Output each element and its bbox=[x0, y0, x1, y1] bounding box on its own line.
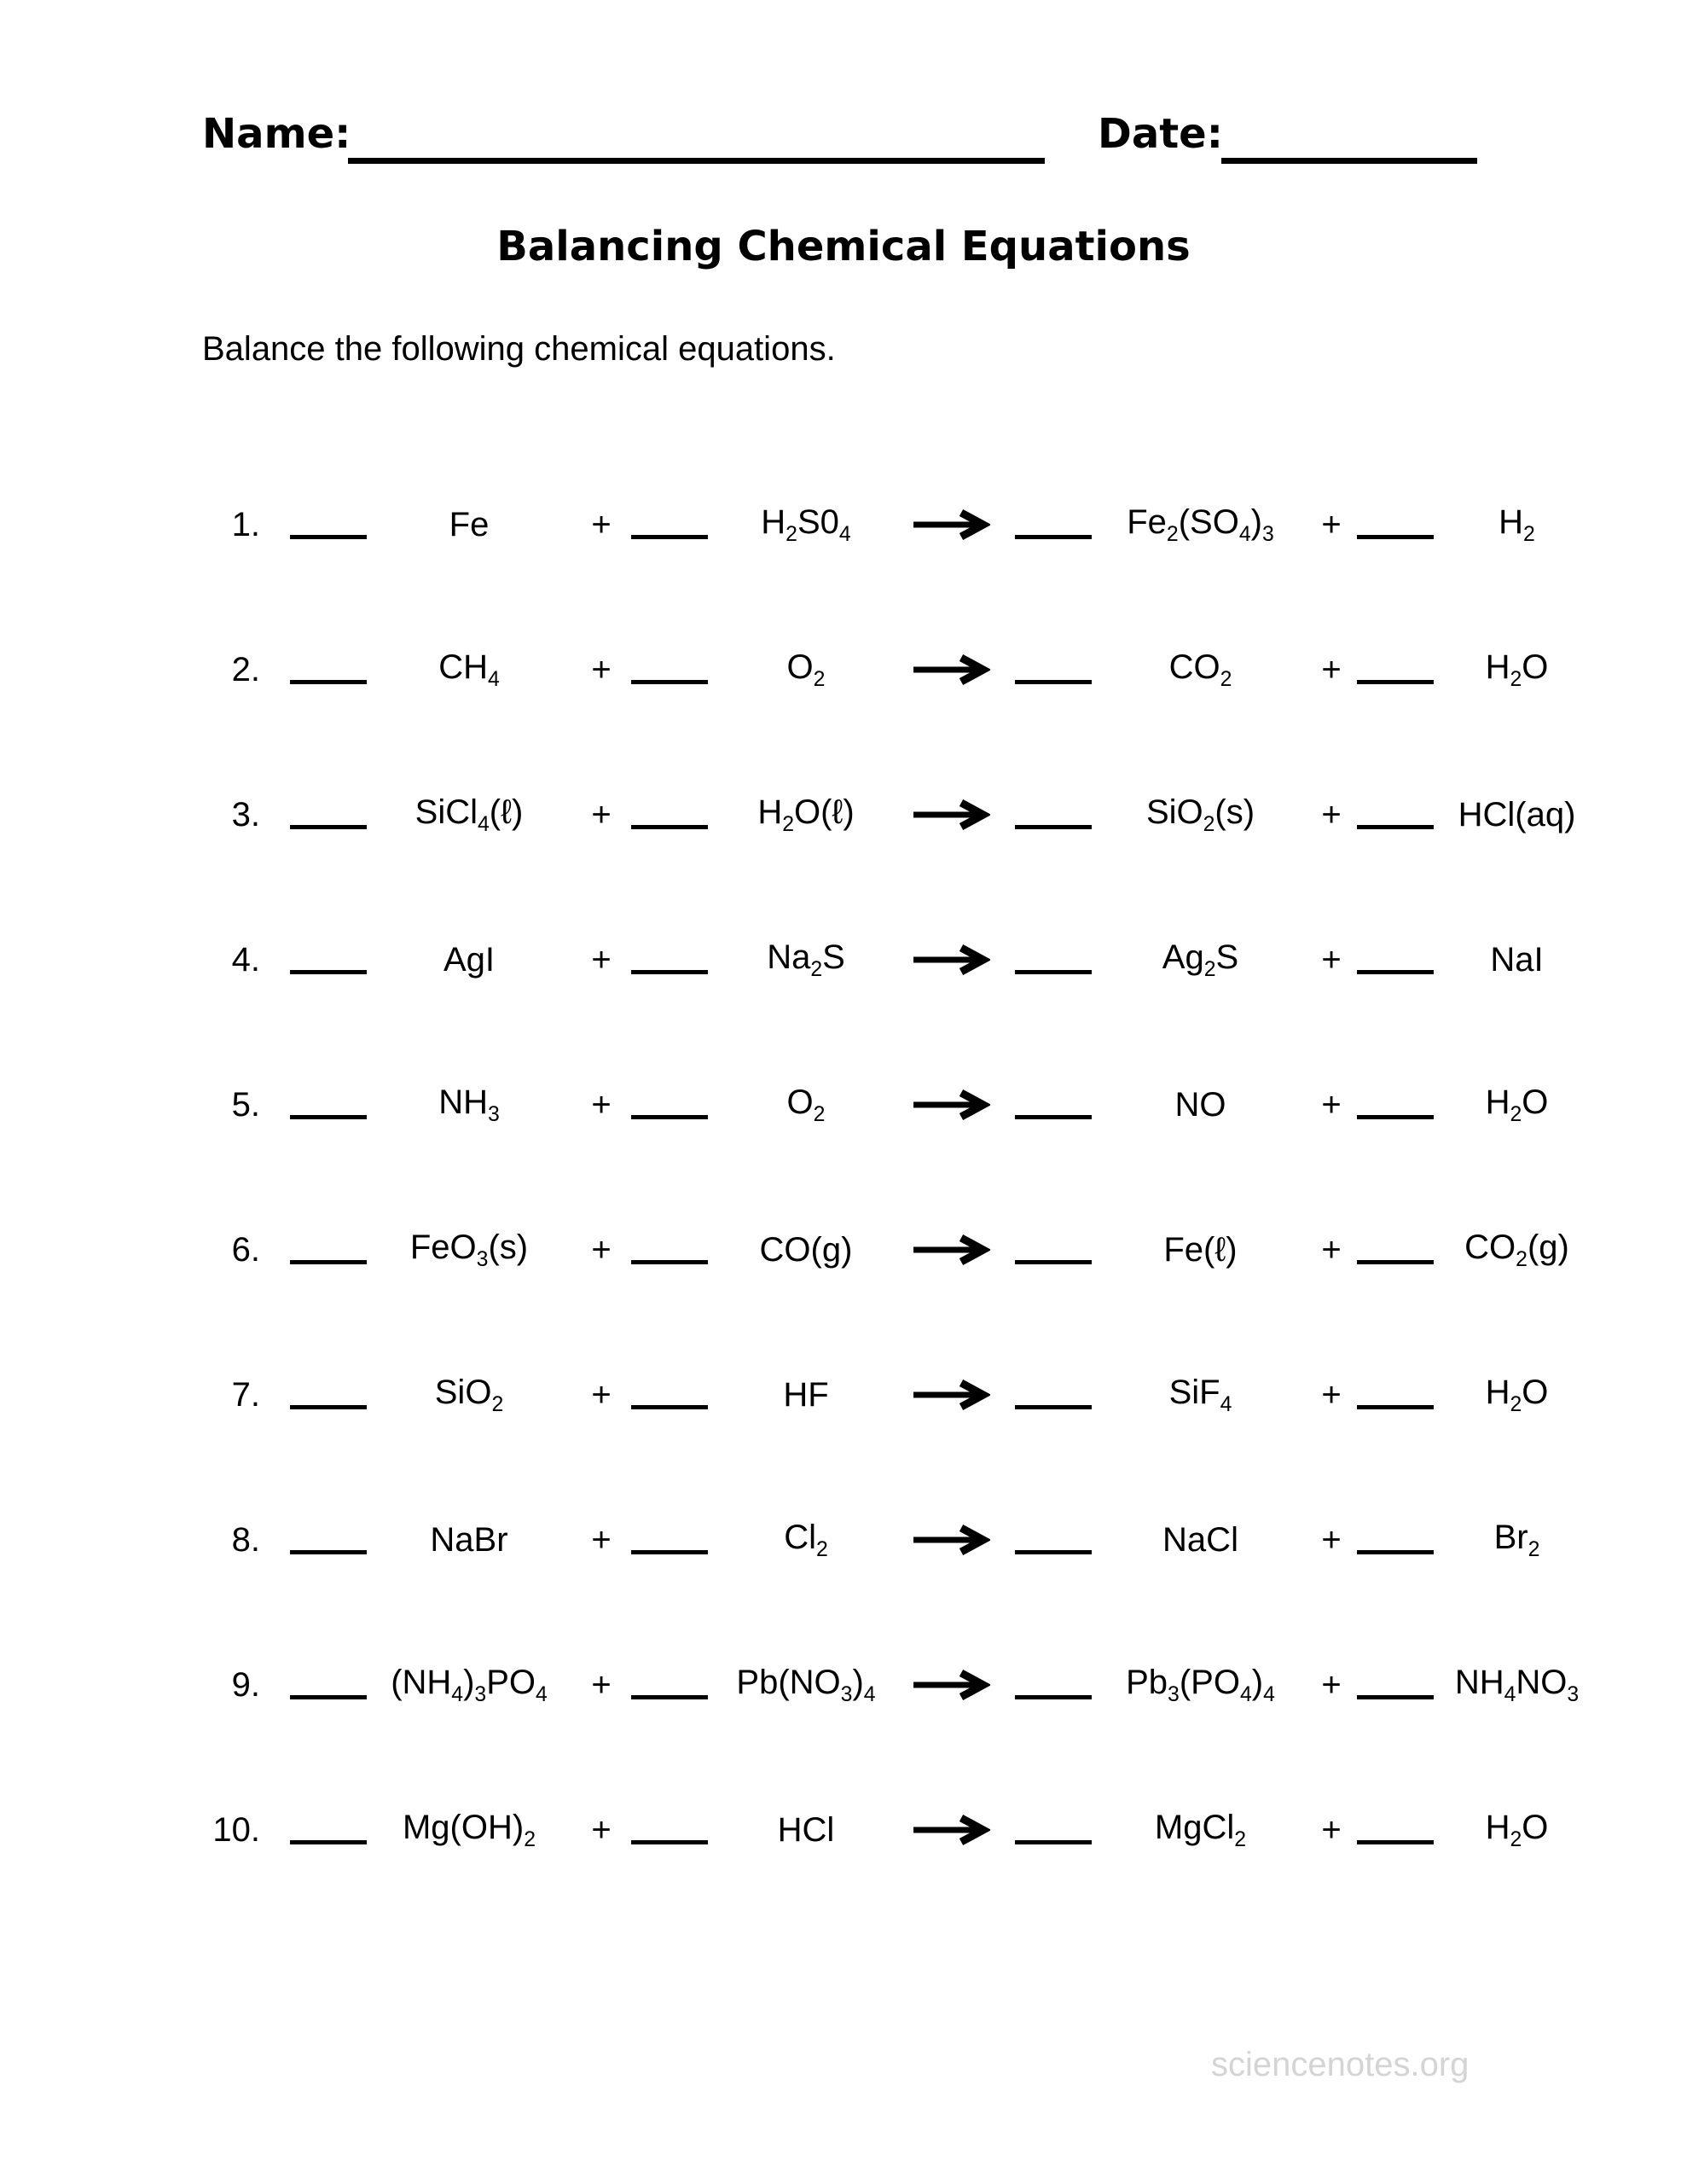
date-label: Date: bbox=[1098, 110, 1223, 158]
coefficient-blank[interactable] bbox=[631, 511, 708, 539]
reactant-formula: HCl bbox=[777, 1810, 835, 1849]
product-formula: $CO_2$ bbox=[1168, 648, 1232, 691]
plus-sign: + bbox=[591, 1810, 612, 1849]
date-input-line[interactable] bbox=[1221, 158, 1477, 164]
equation-number: 5. bbox=[231, 1085, 260, 1124]
coefficient-blank[interactable] bbox=[290, 511, 367, 539]
reactant-formula: FeO$_3$(s) bbox=[409, 1228, 529, 1271]
equation-row bbox=[0, 742, 1687, 887]
product-formula: $Br_2$ bbox=[1493, 1518, 1540, 1561]
reaction-arrow-icon bbox=[904, 1379, 998, 1411]
coefficient-blank[interactable] bbox=[290, 1526, 367, 1554]
footer-watermark: sciencenotes.org bbox=[1211, 2046, 1470, 2083]
coefficient-blank[interactable] bbox=[1357, 656, 1434, 684]
coefficient-blank[interactable] bbox=[1357, 801, 1434, 829]
equation-number: 10. bbox=[212, 1810, 260, 1849]
coefficient-blank[interactable] bbox=[1357, 946, 1434, 974]
plus-sign: + bbox=[591, 1665, 612, 1704]
reactant-formula: AgI bbox=[443, 940, 496, 979]
equation-number: 8. bbox=[231, 1520, 260, 1559]
reactant-formula: $O_2$ bbox=[786, 1083, 826, 1126]
reactant-formula: $Cl_2$ bbox=[784, 1518, 828, 1561]
coefficient-blank[interactable] bbox=[631, 801, 708, 829]
plus-sign: + bbox=[1321, 505, 1342, 543]
coefficient-blank[interactable] bbox=[631, 1816, 708, 1844]
coefficient-blank[interactable] bbox=[1015, 1236, 1092, 1264]
reactant-formula: CO(g) bbox=[759, 1230, 853, 1269]
coefficient-blank[interactable] bbox=[1357, 511, 1434, 539]
reactant-formula: HF bbox=[783, 1375, 829, 1414]
plus-sign: + bbox=[591, 1085, 612, 1124]
product-formula: $H_2O$ bbox=[1485, 1808, 1549, 1851]
equation-row bbox=[0, 1322, 1687, 1467]
coefficient-blank[interactable] bbox=[1357, 1526, 1434, 1554]
reactant-formula: $Pb(NO_3)_4$ bbox=[736, 1663, 876, 1706]
product-formula: MgCl$_2$ bbox=[1154, 1808, 1247, 1851]
plus-sign: + bbox=[591, 505, 612, 543]
product-formula: $H_2O$ bbox=[1485, 1373, 1549, 1416]
reaction-arrow-icon bbox=[904, 944, 998, 976]
coefficient-blank[interactable] bbox=[631, 1236, 708, 1264]
page-title: Balancing Chemical Equations bbox=[496, 223, 1191, 270]
equation-number: 3. bbox=[231, 795, 260, 834]
plus-sign: + bbox=[1321, 1375, 1342, 1414]
coefficient-blank[interactable] bbox=[1357, 1671, 1434, 1699]
reaction-arrow-icon bbox=[904, 1524, 998, 1556]
coefficient-blank[interactable] bbox=[1015, 801, 1092, 829]
coefficient-blank[interactable] bbox=[631, 1526, 708, 1554]
plus-sign: + bbox=[591, 1520, 612, 1559]
coefficient-blank[interactable] bbox=[290, 1236, 367, 1264]
product-formula: SiF$_4$ bbox=[1168, 1373, 1232, 1416]
plus-sign: + bbox=[1321, 940, 1342, 979]
equation-row bbox=[0, 1032, 1687, 1177]
name-label: Name: bbox=[202, 110, 351, 158]
product-formula: HCl(aq) bbox=[1458, 795, 1576, 834]
product-formula: NO bbox=[1174, 1085, 1226, 1124]
product-formula: Fe(ℓ) bbox=[1163, 1230, 1238, 1269]
product-formula: $H_2O$ bbox=[1485, 1083, 1549, 1126]
reactant-formula: NaBr bbox=[430, 1520, 508, 1559]
coefficient-blank[interactable] bbox=[1357, 1381, 1434, 1409]
equation-row bbox=[0, 1757, 1687, 1902]
reactant-formula: $H_2S0_4$ bbox=[761, 502, 851, 546]
product-formula: $Ag_2S$ bbox=[1162, 938, 1239, 981]
product-formula: NaI bbox=[1490, 940, 1544, 979]
product-formula: $H_2O$ bbox=[1485, 648, 1549, 691]
coefficient-blank[interactable] bbox=[1015, 1671, 1092, 1699]
coefficient-blank[interactable] bbox=[631, 656, 708, 684]
coefficient-blank[interactable] bbox=[631, 1671, 708, 1699]
coefficient-blank[interactable] bbox=[290, 1671, 367, 1699]
reactant-formula: Fe bbox=[449, 505, 490, 543]
plus-sign: + bbox=[1321, 795, 1342, 834]
reactant-formula: $CH_4$ bbox=[438, 648, 500, 691]
coefficient-blank[interactable] bbox=[290, 801, 367, 829]
product-formula: NaCl bbox=[1162, 1520, 1238, 1559]
reaction-arrow-icon bbox=[904, 1669, 998, 1701]
plus-sign: + bbox=[1321, 650, 1342, 688]
product-formula: $Pb_3(PO_4)_4$ bbox=[1126, 1663, 1275, 1706]
coefficient-blank[interactable] bbox=[1015, 1526, 1092, 1554]
plus-sign: + bbox=[591, 795, 612, 834]
reactant-formula: $NH_3$ bbox=[438, 1083, 500, 1126]
reaction-arrow-icon bbox=[904, 1234, 998, 1266]
coefficient-blank[interactable] bbox=[1015, 1091, 1092, 1119]
reaction-arrow-icon bbox=[904, 1814, 998, 1846]
reactant-formula: SiCl$_4$(ℓ) bbox=[415, 793, 524, 836]
product-formula: $Fe_2(SO_4)_3$ bbox=[1127, 502, 1274, 546]
equation-row bbox=[0, 1612, 1687, 1757]
coefficient-blank[interactable] bbox=[631, 946, 708, 974]
coefficient-blank[interactable] bbox=[1015, 946, 1092, 974]
instruction-text: Balance the following chemical equations. bbox=[202, 330, 836, 368]
coefficient-blank[interactable] bbox=[631, 1381, 708, 1409]
equation-number: 4. bbox=[231, 940, 260, 979]
equation-number: 1. bbox=[231, 505, 260, 543]
reaction-arrow-icon bbox=[904, 508, 998, 541]
name-input-line[interactable] bbox=[348, 158, 1045, 164]
coefficient-blank[interactable] bbox=[290, 656, 367, 684]
equation-row bbox=[0, 1177, 1687, 1322]
product-formula: $H_2$ bbox=[1499, 502, 1535, 546]
plus-sign: + bbox=[591, 940, 612, 979]
reactant-formula: SiO$_2$ bbox=[434, 1373, 504, 1416]
plus-sign: + bbox=[1321, 1230, 1342, 1269]
coefficient-blank[interactable] bbox=[290, 946, 367, 974]
coefficient-blank[interactable] bbox=[1015, 1816, 1092, 1844]
equation-row bbox=[0, 1467, 1687, 1612]
reaction-arrow-icon bbox=[904, 799, 998, 831]
coefficient-blank[interactable] bbox=[1015, 656, 1092, 684]
coefficient-blank[interactable] bbox=[1015, 511, 1092, 539]
product-formula: SiO$_2$(s) bbox=[1145, 793, 1255, 836]
plus-sign: + bbox=[591, 650, 612, 688]
equation-list bbox=[0, 452, 1687, 1902]
coefficient-blank[interactable] bbox=[1357, 1816, 1434, 1844]
coefficient-blank[interactable] bbox=[631, 1091, 708, 1119]
product-formula: $CO_2(g)$ bbox=[1464, 1228, 1569, 1271]
equation-number: 9. bbox=[231, 1665, 260, 1704]
coefficient-blank[interactable] bbox=[1357, 1236, 1434, 1264]
plus-sign: + bbox=[591, 1230, 612, 1269]
equation-row bbox=[0, 887, 1687, 1032]
product-formula: $NH_4NO_3$ bbox=[1454, 1663, 1580, 1706]
plus-sign: + bbox=[1321, 1085, 1342, 1124]
coefficient-blank[interactable] bbox=[1357, 1091, 1434, 1119]
equation-row bbox=[0, 597, 1687, 742]
reactant-formula: $H_2O(\ell)$ bbox=[757, 793, 855, 836]
plus-sign: + bbox=[1321, 1810, 1342, 1849]
reaction-arrow-icon bbox=[904, 653, 998, 686]
reactant-formula: $O_2$ bbox=[786, 648, 826, 691]
plus-sign: + bbox=[591, 1375, 612, 1414]
equation-number: 6. bbox=[231, 1230, 260, 1269]
equation-number: 2. bbox=[231, 650, 260, 688]
coefficient-blank[interactable] bbox=[290, 1091, 367, 1119]
reactant-formula: $Mg(OH)_2$ bbox=[402, 1808, 536, 1851]
reactant-formula: $Na_2S$ bbox=[767, 938, 845, 981]
coefficient-blank[interactable] bbox=[1015, 1381, 1092, 1409]
plus-sign: + bbox=[1321, 1520, 1342, 1559]
reactant-formula: $(NH_4)_3PO_4$ bbox=[391, 1663, 548, 1706]
equation-row bbox=[0, 452, 1687, 597]
reaction-arrow-icon bbox=[904, 1089, 998, 1121]
plus-sign: + bbox=[1321, 1665, 1342, 1704]
equation-number: 7. bbox=[231, 1375, 260, 1414]
coefficient-blank[interactable] bbox=[290, 1816, 367, 1844]
coefficient-blank[interactable] bbox=[290, 1381, 367, 1409]
